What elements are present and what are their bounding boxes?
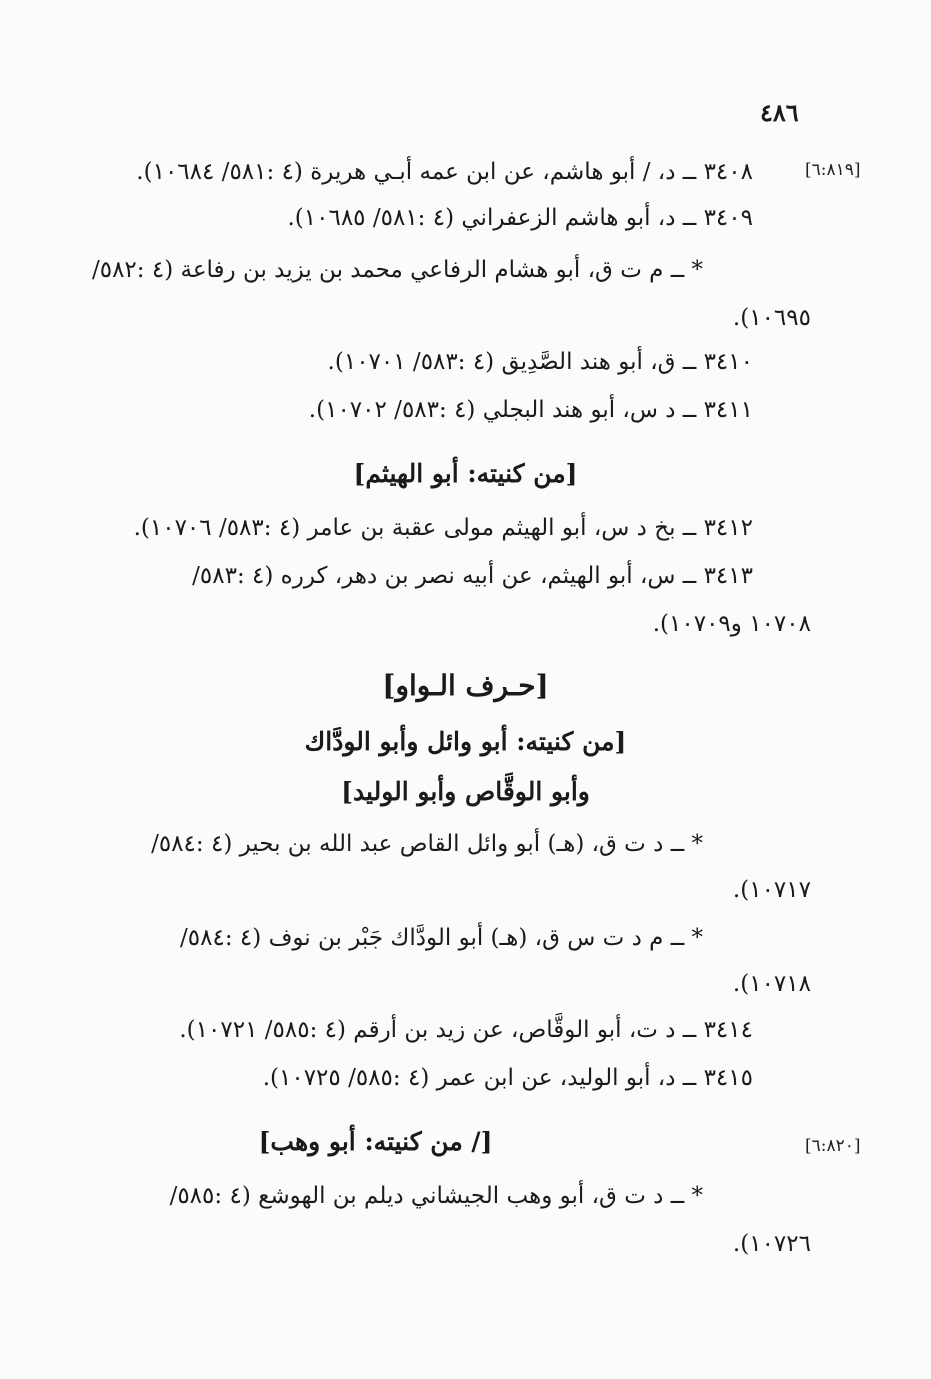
entry-line: ٣٤١٤ ــ د ت، أبو الوقَّاص، عن زيد بن أرقم (٤ :٥٨٥/ ١٠٧٢١). <box>179 1017 753 1043</box>
entry-line: ١٠٧٢٦). <box>732 1231 811 1257</box>
entry-line: * ــ م د ت س ق، (هـ) أبو الودَّاك جَبْر بن نوف (٤ :٥٨٤/ <box>180 925 703 951</box>
entry-line: ٣٤١١ ــ د س، أبو هند البجلي (٤ :٥٨٣/ ١٠٧٠٢). <box>308 397 753 423</box>
entry-line: ٣٤١٣ ــ س، أبو الهيثم، عن أبيه نصر بن دهر، كرره (٤ :٥٨٣/ <box>192 563 753 589</box>
entry-line: ٣٤١٢ ــ بخ د س، أبو الهيثم مولى عقبة بن عامر (٤ :٥٨٣/ ١٠٧٠٦). <box>133 515 753 541</box>
entry-line: ١٠٧١٧). <box>732 877 811 903</box>
margin-note: [٦:٨٢٠] <box>805 1136 861 1156</box>
chapter-heading: [حـرف الـواو] <box>382 669 549 702</box>
section-heading: وأبو الوقَّاص وأبو الوليد] <box>341 777 590 806</box>
section-heading: [من كنيته: أبو الهيثم] <box>353 459 578 488</box>
entry-line: ٣٤١٥ ــ د، أبو الوليد، عن ابن عمر (٤ :٥٨٥/ ١٠٧٢٥). <box>262 1065 753 1091</box>
entry-line: * ــ د ت ق، أبو وهب الجيشاني ديلم بن الهوشع (٤ :٥٨٥/ <box>169 1183 703 1209</box>
entry-line: * ــ د ت ق، (هـ) أبو وائل القاص عبد الله بن بحير (٤ :٥٨٤/ <box>151 831 703 857</box>
entry-line: ٣٤٠٨ ــ د، / أبو هاشم، عن ابن عمه أبـي هريرة (٤ :٥٨١/ ١٠٦٨٤). <box>136 159 753 185</box>
entry-line: ١٠٦٩٥). <box>732 305 811 331</box>
entry-line: * ــ م ت ق، أبو هشام الرفاعي محمد بن يزيد بن رفاعة (٤ :٥٨٢/ <box>91 257 703 283</box>
margin-note: [٦:٨١٩] <box>805 160 861 180</box>
entry-line: ٣٤١٠ ــ ق، أبو هند الصَّدِيق (٤ :٥٨٣/ ١٠٧٠١). <box>327 349 753 375</box>
section-heading: [/ من كنيته: أبو وهب] <box>258 1127 493 1156</box>
page-number: ٤٨٦ <box>760 98 799 127</box>
entry-line: ٣٤٠٩ ــ د، أبو هاشم الزعفراني (٤ :٥٨١/ ١٠٦٨٥). <box>287 205 753 231</box>
entry-line: ١٠٧٠٨ و١٠٧٠٩). <box>652 611 811 637</box>
entry-line: ١٠٧١٨). <box>732 971 811 997</box>
section-heading: [من كنيته: أبو وائل وأبو الودَّاك <box>304 727 627 756</box>
